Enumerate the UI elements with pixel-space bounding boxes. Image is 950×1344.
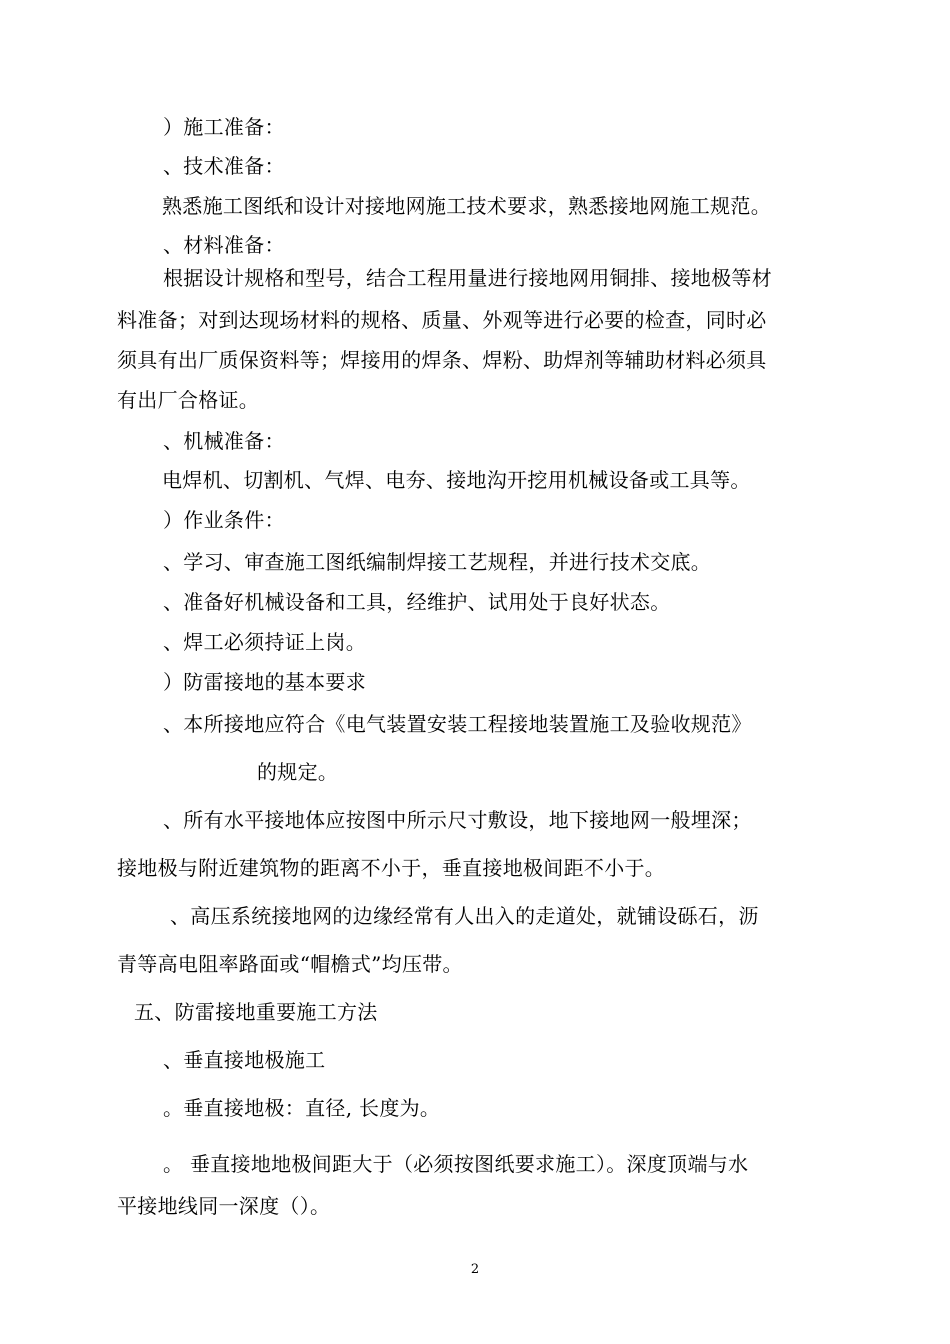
- subsection-heading: 、垂直接地极施工: [163, 1048, 326, 1072]
- text-line: 。 垂直接地地极间距大于（必须按图纸要求施工）。深度顶端与水: [163, 1152, 749, 1176]
- text-line: 、本所接地应符合《电气装置安装工程接地装置施工及验收规范》: [163, 712, 752, 736]
- text-line: 熟悉施工图纸和设计对接地网施工技术要求，熟悉接地网施工规范。: [162, 194, 771, 218]
- text-line: 、焊工必须持证上岗。: [163, 630, 366, 654]
- text-line: 平接地线同一深度（）。: [117, 1194, 331, 1218]
- text-line: 、准备好机械设备和工具，经维护、试用处于良好状态。: [163, 590, 671, 614]
- text-line: ）作业条件：: [163, 508, 285, 532]
- text-line: 料准备；对到达现场材料的规格、质量、外观等进行必要的检查，同时必: [117, 308, 767, 332]
- text-line: 接地极与附近建筑物的距离不小于，垂直接地极间距不小于。: [117, 856, 666, 880]
- text-line: 须具有出厂质保资料等；焊接用的焊条、焊粉、助焊剂等辅助材料必须具: [117, 348, 767, 372]
- text-line: 根据设计规格和型号，结合工程用量进行接地网用铜排、接地极等材: [163, 266, 772, 290]
- page-number: 2: [470, 1262, 480, 1277]
- text-line: 、材料准备：: [163, 233, 285, 257]
- text-line: ）施工准备：: [163, 115, 285, 139]
- text-line: 电焊机、切割机、气焊、电夯、接地沟开挖用机械设备或工具等。: [162, 468, 751, 492]
- text-line: 、高压系统接地网的边缘经常有人出入的走道处，就铺设砾石，沥: [170, 904, 759, 928]
- text-line: 、技术准备：: [163, 154, 285, 178]
- text-line: 青等高电阻率路面或“帽檐式”均压带。: [117, 952, 463, 976]
- section-heading: 五、防雷接地重要施工方法: [134, 1000, 378, 1024]
- text-line: 、所有水平接地体应按图中所示尺寸敷设，地下接地网一般埋深；: [163, 808, 752, 832]
- text-line: 、学习、审查施工图纸编制焊接工艺规程，并进行技术交底。: [163, 550, 712, 574]
- text-line: 。垂直接地极：直径, 长度为。: [163, 1096, 441, 1120]
- text-line: 有出厂合格证。: [117, 388, 260, 412]
- section-heading: ）防雷接地的基本要求: [163, 670, 366, 694]
- text-line: 的规定。: [257, 760, 339, 784]
- text-line: 、机械准备：: [163, 429, 285, 453]
